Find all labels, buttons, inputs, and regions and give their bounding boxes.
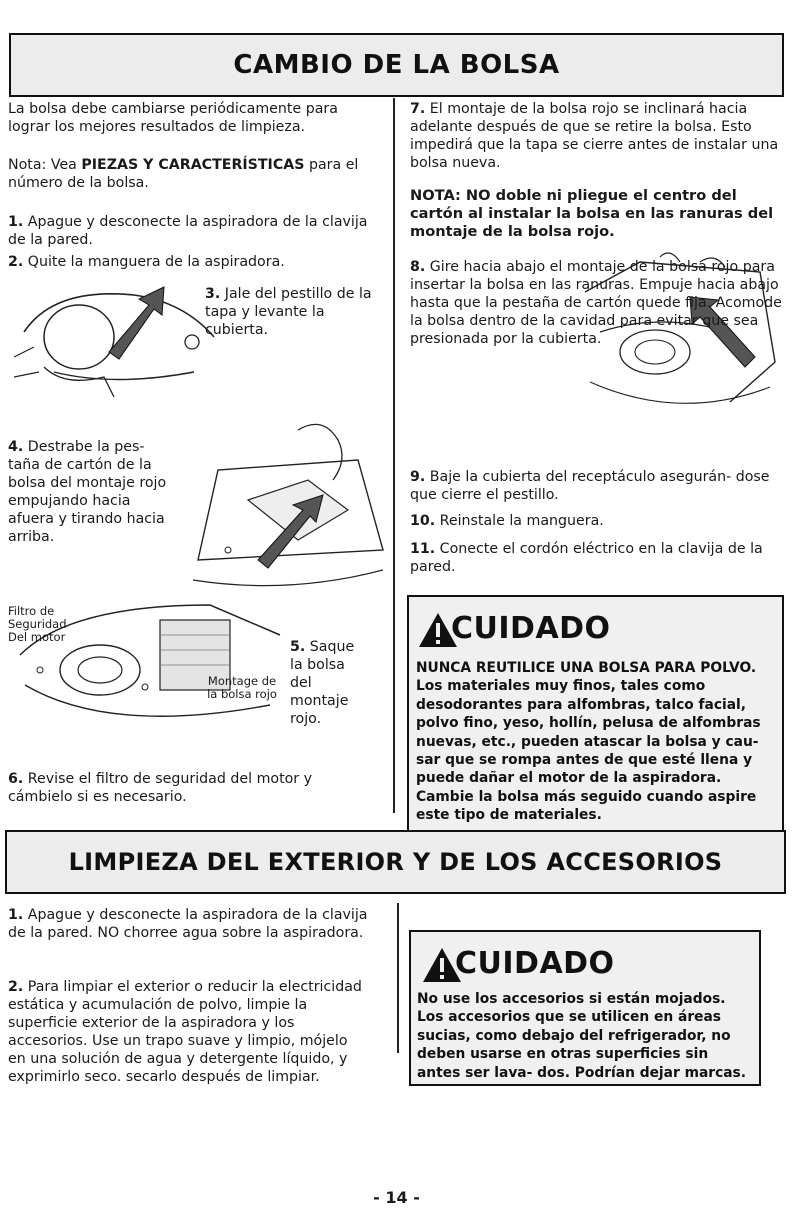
section-banner-cleaning (5, 830, 786, 894)
step-10: 10. Reinstale la manguera. (410, 513, 604, 529)
caution-box-accessories (409, 930, 761, 1086)
step-5: 5. Saque la bolsa del montaje rojo. (290, 639, 355, 727)
clean-step-1: 1. Apague y desconecte la aspiradora de la clavija de la pared. NO chorree agua sobre la aspiradora. (8, 907, 368, 941)
caution-text: No use los accesorios si están mojados. Los accesorios que se utilicen en áreas sucias, como debajo del refrigerador, no deben usarse en otras superficies sin antes ser lava- dos. Podrían dejar marcas. (417, 991, 747, 1081)
step-2: 2. Quite la manguera de la aspiradora. (8, 254, 285, 270)
step-3: 3. Jale del pestillo de la tapa y levante la cubierta. (205, 286, 372, 338)
section-banner-bag (9, 33, 784, 97)
section-title: CAMBIO DE LA BOLSA (233, 50, 560, 80)
bag-mount-label: Montage de la bolsa rojo (207, 674, 277, 701)
lid-latch-illustration (14, 277, 224, 397)
intro-text: La bolsa debe cambiarse periódicamente para lograr los mejores resultados de limpieza. (8, 101, 338, 135)
step-1: 1. Apague y desconecte la aspiradora de la clavija de la pared. (8, 214, 368, 248)
note-text: Nota: Vea PIEZAS Y CARACTERÍSTICAS para el número de la bolsa. (8, 157, 359, 191)
step-11: 11. Conecte el cordón eléctrico en la clavija de la pared. (410, 541, 763, 575)
column-divider-2 (397, 903, 399, 1053)
column-divider (393, 98, 395, 813)
bag-tab-illustration (188, 410, 388, 590)
step-7: 7. El montaje de la bolsa rojo se inclinará hacia adelante después de que se retire la bolsa. Esto impedirá que la tapa se cierre antes de instalar una bolsa nueva. (410, 101, 779, 171)
caution-heading: CUIDADO (451, 611, 611, 646)
step-4: 4. Destrabe la pes- taña de cartón de la bolsa del montaje rojo empujando hacia afuera y tirando hacia arriba. (8, 439, 167, 545)
step-9: 9. Baje la cubierta del receptáculo asegurán- dose que cierre el pestillo. (410, 469, 770, 503)
step-6: 6. Revise el filtro de seguridad del motor y cámbielo si es necesario. (8, 771, 313, 805)
motor-filter-label: Filtro de Seguridad Del motor (8, 604, 67, 644)
nota-warning: NOTA: NO doble ni pliegue el centro del cartón al instalar la bolsa en las ranuras del montaje de la bolsa rojo. (410, 187, 774, 240)
caution-heading: CUIDADO (455, 946, 615, 981)
caution-text: NUNCA REUTILICE UNA BOLSA PARA POLVO. Los materiales muy finos, tales como desodorantes para alfombras, talco facial, polvo fino, yeso, hollín, pelusa de alfombras nuevas, etc., pueden atascar la bolsa y cau- sar que se rompa antes de que esté llena y puede dañar el motor de la aspiradora. Cambie la bolsa más seguido cuando aspire este tipo de materiales. (416, 660, 761, 824)
clean-step-2: 2. Para limpiar el exterior o reducir la electricidad estática y acumulación de polvo, limpie la superficie exterior de la aspiradora y los accesorios. Use un trapo suave y limpio, mójelo en una solución de agua y detergente líquido, y exprimirlo seco. secarlo después de limpiar. (8, 979, 362, 1085)
page-number: - 14 - (373, 1188, 420, 1207)
section-title: LIMPIEZA DEL EXTERIOR Y DE LOS ACCESORIOS (68, 848, 723, 876)
caution-box-bag (407, 595, 784, 832)
step-8: 8. Gire hacia abajo el montaje de la bolsa rojo para insertar la bolsa en las ranuras. Empuje hacia abajo hasta que la pestaña de cartón quede fija. Acomode la bolsa dentro de la cavidad para evitar que sea presionada por la cubierta. (410, 259, 782, 347)
